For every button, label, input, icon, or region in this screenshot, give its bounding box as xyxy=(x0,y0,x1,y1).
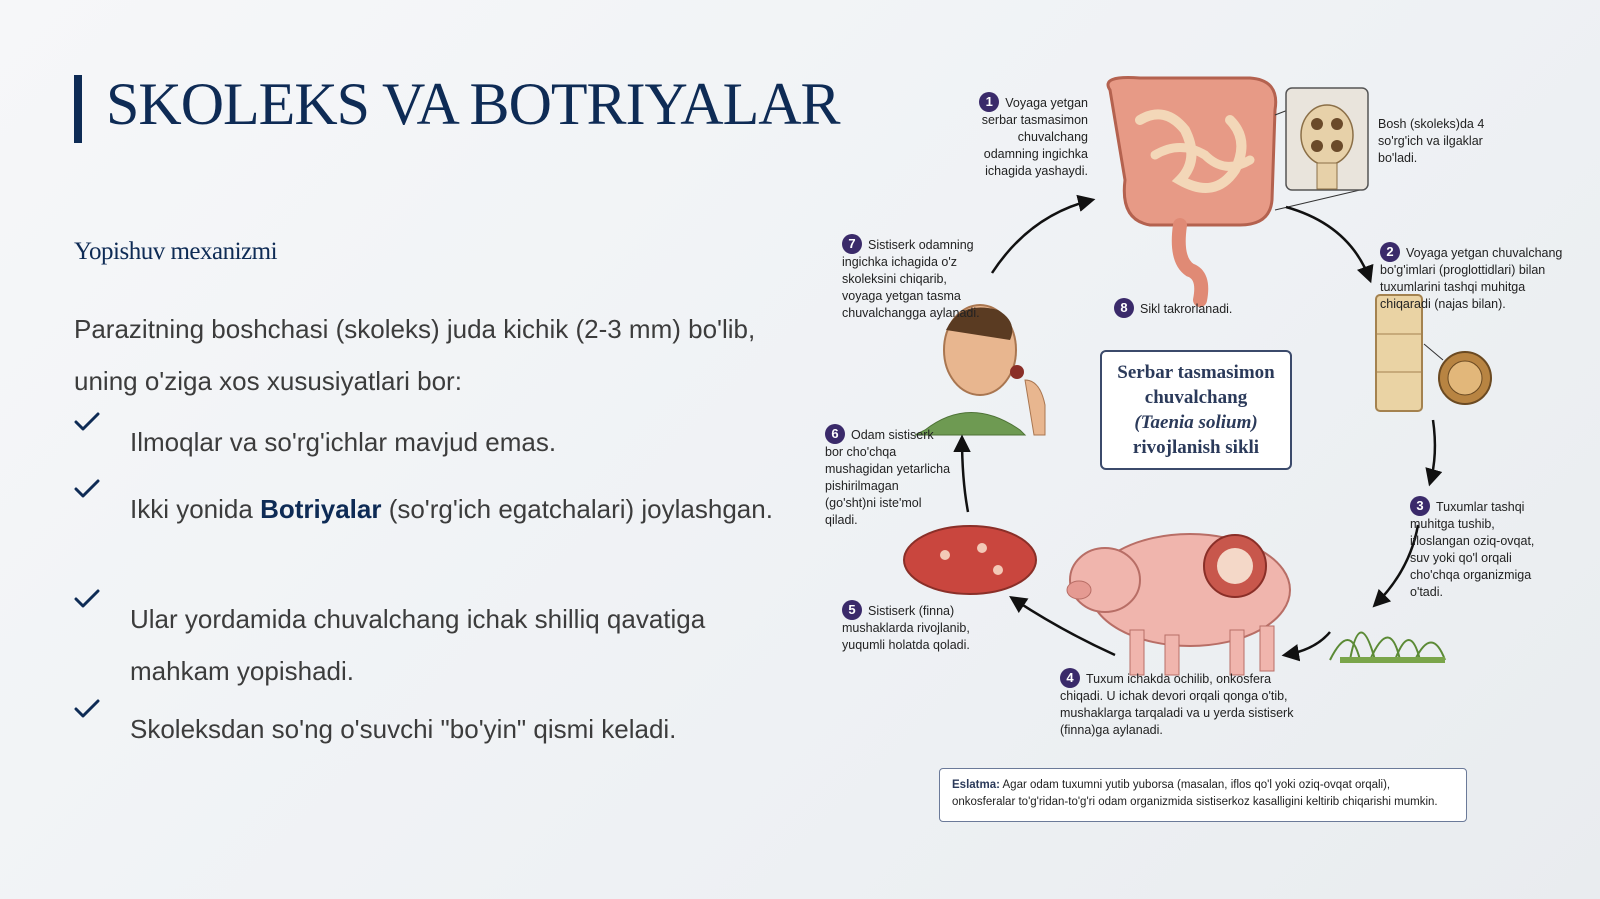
scolex-note: Bosh (skoleks)da 4 so'rg'ich va ilgaklar bo'ladi. xyxy=(1378,117,1485,165)
step-5-label: 5 Sistiserk (finna) mushaklarda rivojlanib, yuqumli holatda qoladi. xyxy=(842,602,970,652)
step-6-label: 6 Odam sistiserk bor cho'chqa mushagidan yetarlicha pishirilmagan (go'sht)ni iste'mol qiladi. xyxy=(825,426,951,527)
checkmark-icon xyxy=(74,697,100,723)
cycle-title-box: Serbar tasmasimon chuvalchang (Taenia solium) rivojlanish sikli xyxy=(1100,350,1292,470)
meat-illustration xyxy=(904,526,1036,594)
step-8-label: 8 Sikl takrorlanadi. xyxy=(1114,298,1274,318)
title-accent-bar xyxy=(74,75,82,143)
grass-illustration xyxy=(1330,633,1445,661)
bullet-text: Ilmoqlar va so'rg'ichlar mavjud emas. xyxy=(130,427,557,457)
checkmark-icon xyxy=(74,587,100,613)
step-7-label: 7 Sistiserk odamning ingichka ichagida o'z skoleksini chiqarib, voyaga yetgan tasma chuvalchangga aylanadi. xyxy=(842,236,980,320)
life-cycle-figure xyxy=(820,60,1580,850)
bullet-text: Skoleksdan so'ng o'suvchi "bo'yin" qismi keladi. xyxy=(130,714,677,744)
checkmark-icon xyxy=(74,477,100,503)
scolex-inset xyxy=(1286,88,1368,190)
slide-title: SKOLEKS VA BOTRIYALAR xyxy=(106,71,840,137)
step-2-label: 2 Voyaga yetgan chuvalchang bo'g'imlari (proglottidlari) bilan tuxumlarini tashqi muhitga chiqaradi (najas bilan). xyxy=(1380,244,1563,311)
person-illustration xyxy=(915,305,1045,435)
step-3-label: 3 Tuxumlar tashqi muhitga tushib, ifloslangan oziq-ovqat, suv yoki qo'l orqali cho'chqa organizmiga o'tadi. xyxy=(1410,498,1535,599)
egg-illustration xyxy=(1424,344,1491,404)
step-1-label: 1 Voyaga yetgan serbar tasmasimon chuvalchang odamning ingichka ichagida yashaydi. xyxy=(962,92,1088,180)
pig-illustration xyxy=(1067,534,1290,675)
intro-paragraph: Parazitning boshchasi (skoleks) juda kichik (2-3 mm) bo'lib, uning o'ziga xos xususiyatlari bor: xyxy=(74,314,756,396)
step-4-label: 4 Tuxum ichakda ochilib, onkosfera chiqadi. U ichak devori orqali qonga o'tib, mushaklarga tarqaladi va u yerda sistiserk (finna)ga aylanadi. xyxy=(1060,670,1294,737)
bullet-text: Ikki yonida Botriyalar (so'rg'ich egatchalari) joylashgan. xyxy=(130,494,773,524)
slide-subtitle: Yopishuv mexanizmi xyxy=(74,238,278,265)
checkmark-icon xyxy=(74,410,100,436)
note-box: Eslatma: Agar odam tuxumni yutib yuborsa (masalan, iflos qo'l yoki oziq-ovqat orqali), onkosferalar to'g'ridan-to'g'ri odam organizmida sistiserkoz kasalligini keltirib chiqarishi mumkin. xyxy=(939,768,1467,822)
botriyalar-term: Botriyalar xyxy=(260,494,382,524)
bullet-text: Ular yordamida chuvalchang ichak shilliq qavatiga mahkam yopishadi. xyxy=(130,604,706,686)
